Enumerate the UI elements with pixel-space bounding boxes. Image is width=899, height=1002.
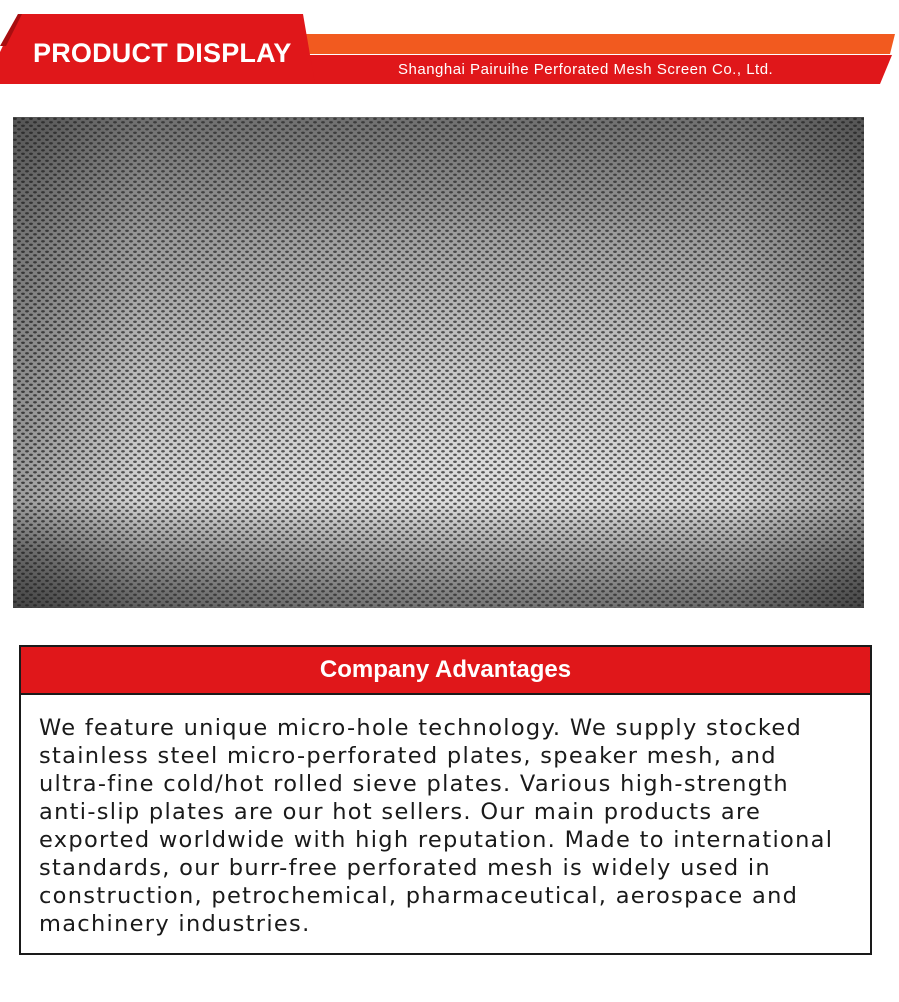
product-display-banner	[0, 0, 899, 95]
mesh-photo-icon	[13, 117, 864, 608]
banner-title: PRODUCT DISPLAY	[33, 38, 292, 68]
company-name: Shanghai Pairuihe Perforated Mesh Screen Co., Ltd.	[398, 61, 774, 78]
perforated-mesh-image	[13, 117, 864, 608]
company-advantages-heading: Company Advantages	[21, 647, 870, 695]
company-advantages-text: We feature unique micro-hole technology. We supply stocked stainless steel micro-perforated plates, speaker mesh, and ultra-fine cold/hot rolled sieve plates. Various high-strength anti-slip plates are our hot sellers. Our main products are exported worldwide with high reputation. Made to international standards, our burr-free perforated mesh is widely used in construction, petrochemical, pharmaceutical, aerospace and machinery industries.	[39, 715, 834, 937]
company-advantages-section	[19, 645, 872, 955]
